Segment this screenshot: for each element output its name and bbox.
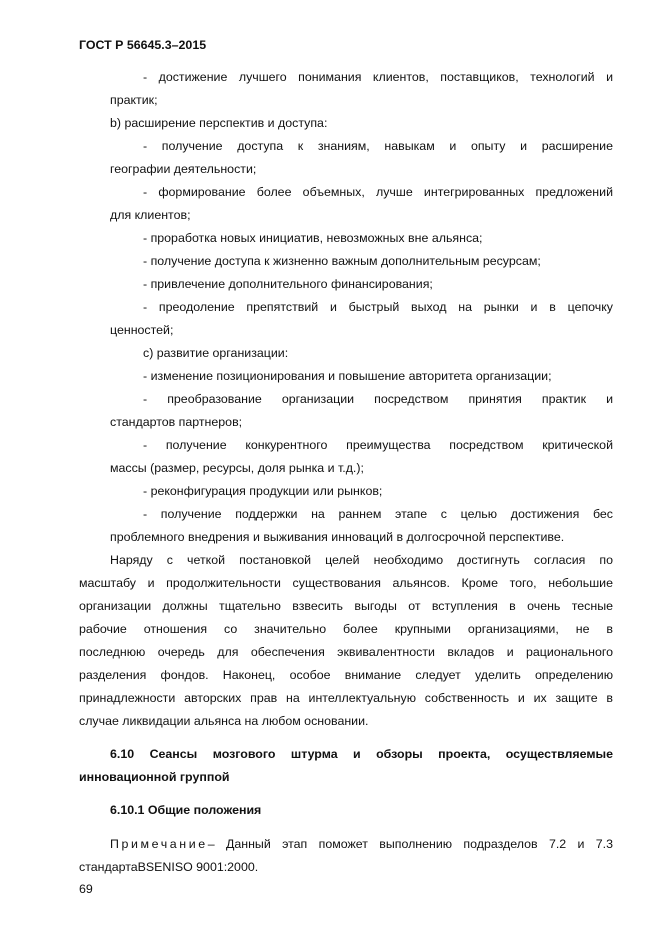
paragraph-line: принадлежности авторских прав на интеллектуальную собственность и их защите в bbox=[79, 691, 613, 705]
list-item-continuation: массы (размер, ресурсы, доля рынка и т.д.); bbox=[110, 461, 364, 475]
list-subheading: с) развитие организации: bbox=[143, 346, 289, 360]
list-item: - проработка новых инициатив, невозможных вне альянса; bbox=[143, 231, 483, 245]
list-item-continuation: географии деятельности; bbox=[110, 162, 257, 176]
paragraph-line: организации должны тщательно взвесить выгоды от вступления в очень тесные bbox=[79, 599, 613, 613]
list-item: - изменение позиционирования и повышение авторитета организации; bbox=[143, 369, 552, 383]
list-item: - достижение лучшего понимания клиентов, поставщиков, технологий и bbox=[143, 70, 613, 84]
list-item-continuation: для клиентов; bbox=[110, 208, 191, 222]
list-item: - формирование более объемных, лучше интегрированных предложений bbox=[143, 185, 613, 199]
list-item: - реконфигурация продукции или рынков; bbox=[143, 484, 383, 498]
page-number: 69 bbox=[79, 882, 93, 896]
list-item-continuation: проблемного внедрения и выживания инноваций в долгосрочной перспективе. bbox=[110, 530, 565, 544]
list-item-continuation: стандартов партнеров; bbox=[110, 415, 243, 429]
paragraph-line: масштабу и продолжительности существования альянсов. Кроме того, небольшие bbox=[79, 576, 613, 590]
list-item: - получение доступа к жизненно важным дополнительным ресурсам; bbox=[143, 254, 541, 268]
paragraph-line: случае ликвидации альянса на любом основании. bbox=[79, 714, 369, 728]
paragraph-line: рабочие отношения со значительно более крупными организациями, не в bbox=[79, 622, 613, 636]
note-line bbox=[110, 836, 613, 852]
section-heading-continuation: инновационной группой bbox=[79, 770, 230, 784]
list-item: - привлечение дополнительного финансирования; bbox=[143, 277, 433, 291]
note-label: Примечание bbox=[110, 837, 208, 851]
paragraph-line: Наряду с четкой постановкой целей необходимо достигнуть согласия по bbox=[110, 553, 613, 567]
list-item: - преобразование организации посредством принятия практик и bbox=[143, 392, 613, 406]
list-item: - получение поддержки на раннем этапе с целью достижения бес bbox=[143, 507, 613, 521]
list-item: - получение доступа к знаниям, навыкам и опыту и расширение bbox=[143, 139, 613, 153]
paragraph-line: последнюю очередь для обеспечения эквивалентности вкладов и рационального bbox=[79, 645, 613, 659]
list-subheading: b) расширение перспектив и доступа: bbox=[110, 116, 328, 130]
note-continuation: стандартаBSENISO 9001:2000. bbox=[79, 860, 259, 874]
standard-header: ГОСТ Р 56645.3–2015 bbox=[79, 38, 207, 52]
paragraph-line: разделения фондов. Наконец, особое внимание следует уделить определению bbox=[79, 668, 613, 682]
list-item: - получение конкурентного преимущества посредством критической bbox=[143, 438, 613, 452]
list-item: - преодоление препятствий и быстрый выход на рынки и в цепочку bbox=[143, 300, 613, 314]
section-heading: 6.10 Сеансы мозгового штурма и обзоры проекта, осуществляемые bbox=[110, 747, 613, 761]
note-text: – Данный этап поможет выполнению подразделов 7.2 и 7.3 bbox=[207, 837, 613, 851]
list-item-continuation: ценностей; bbox=[110, 323, 174, 337]
list-item-continuation: практик; bbox=[110, 93, 158, 107]
subsection-heading: 6.10.1 Общие положения bbox=[110, 803, 262, 817]
